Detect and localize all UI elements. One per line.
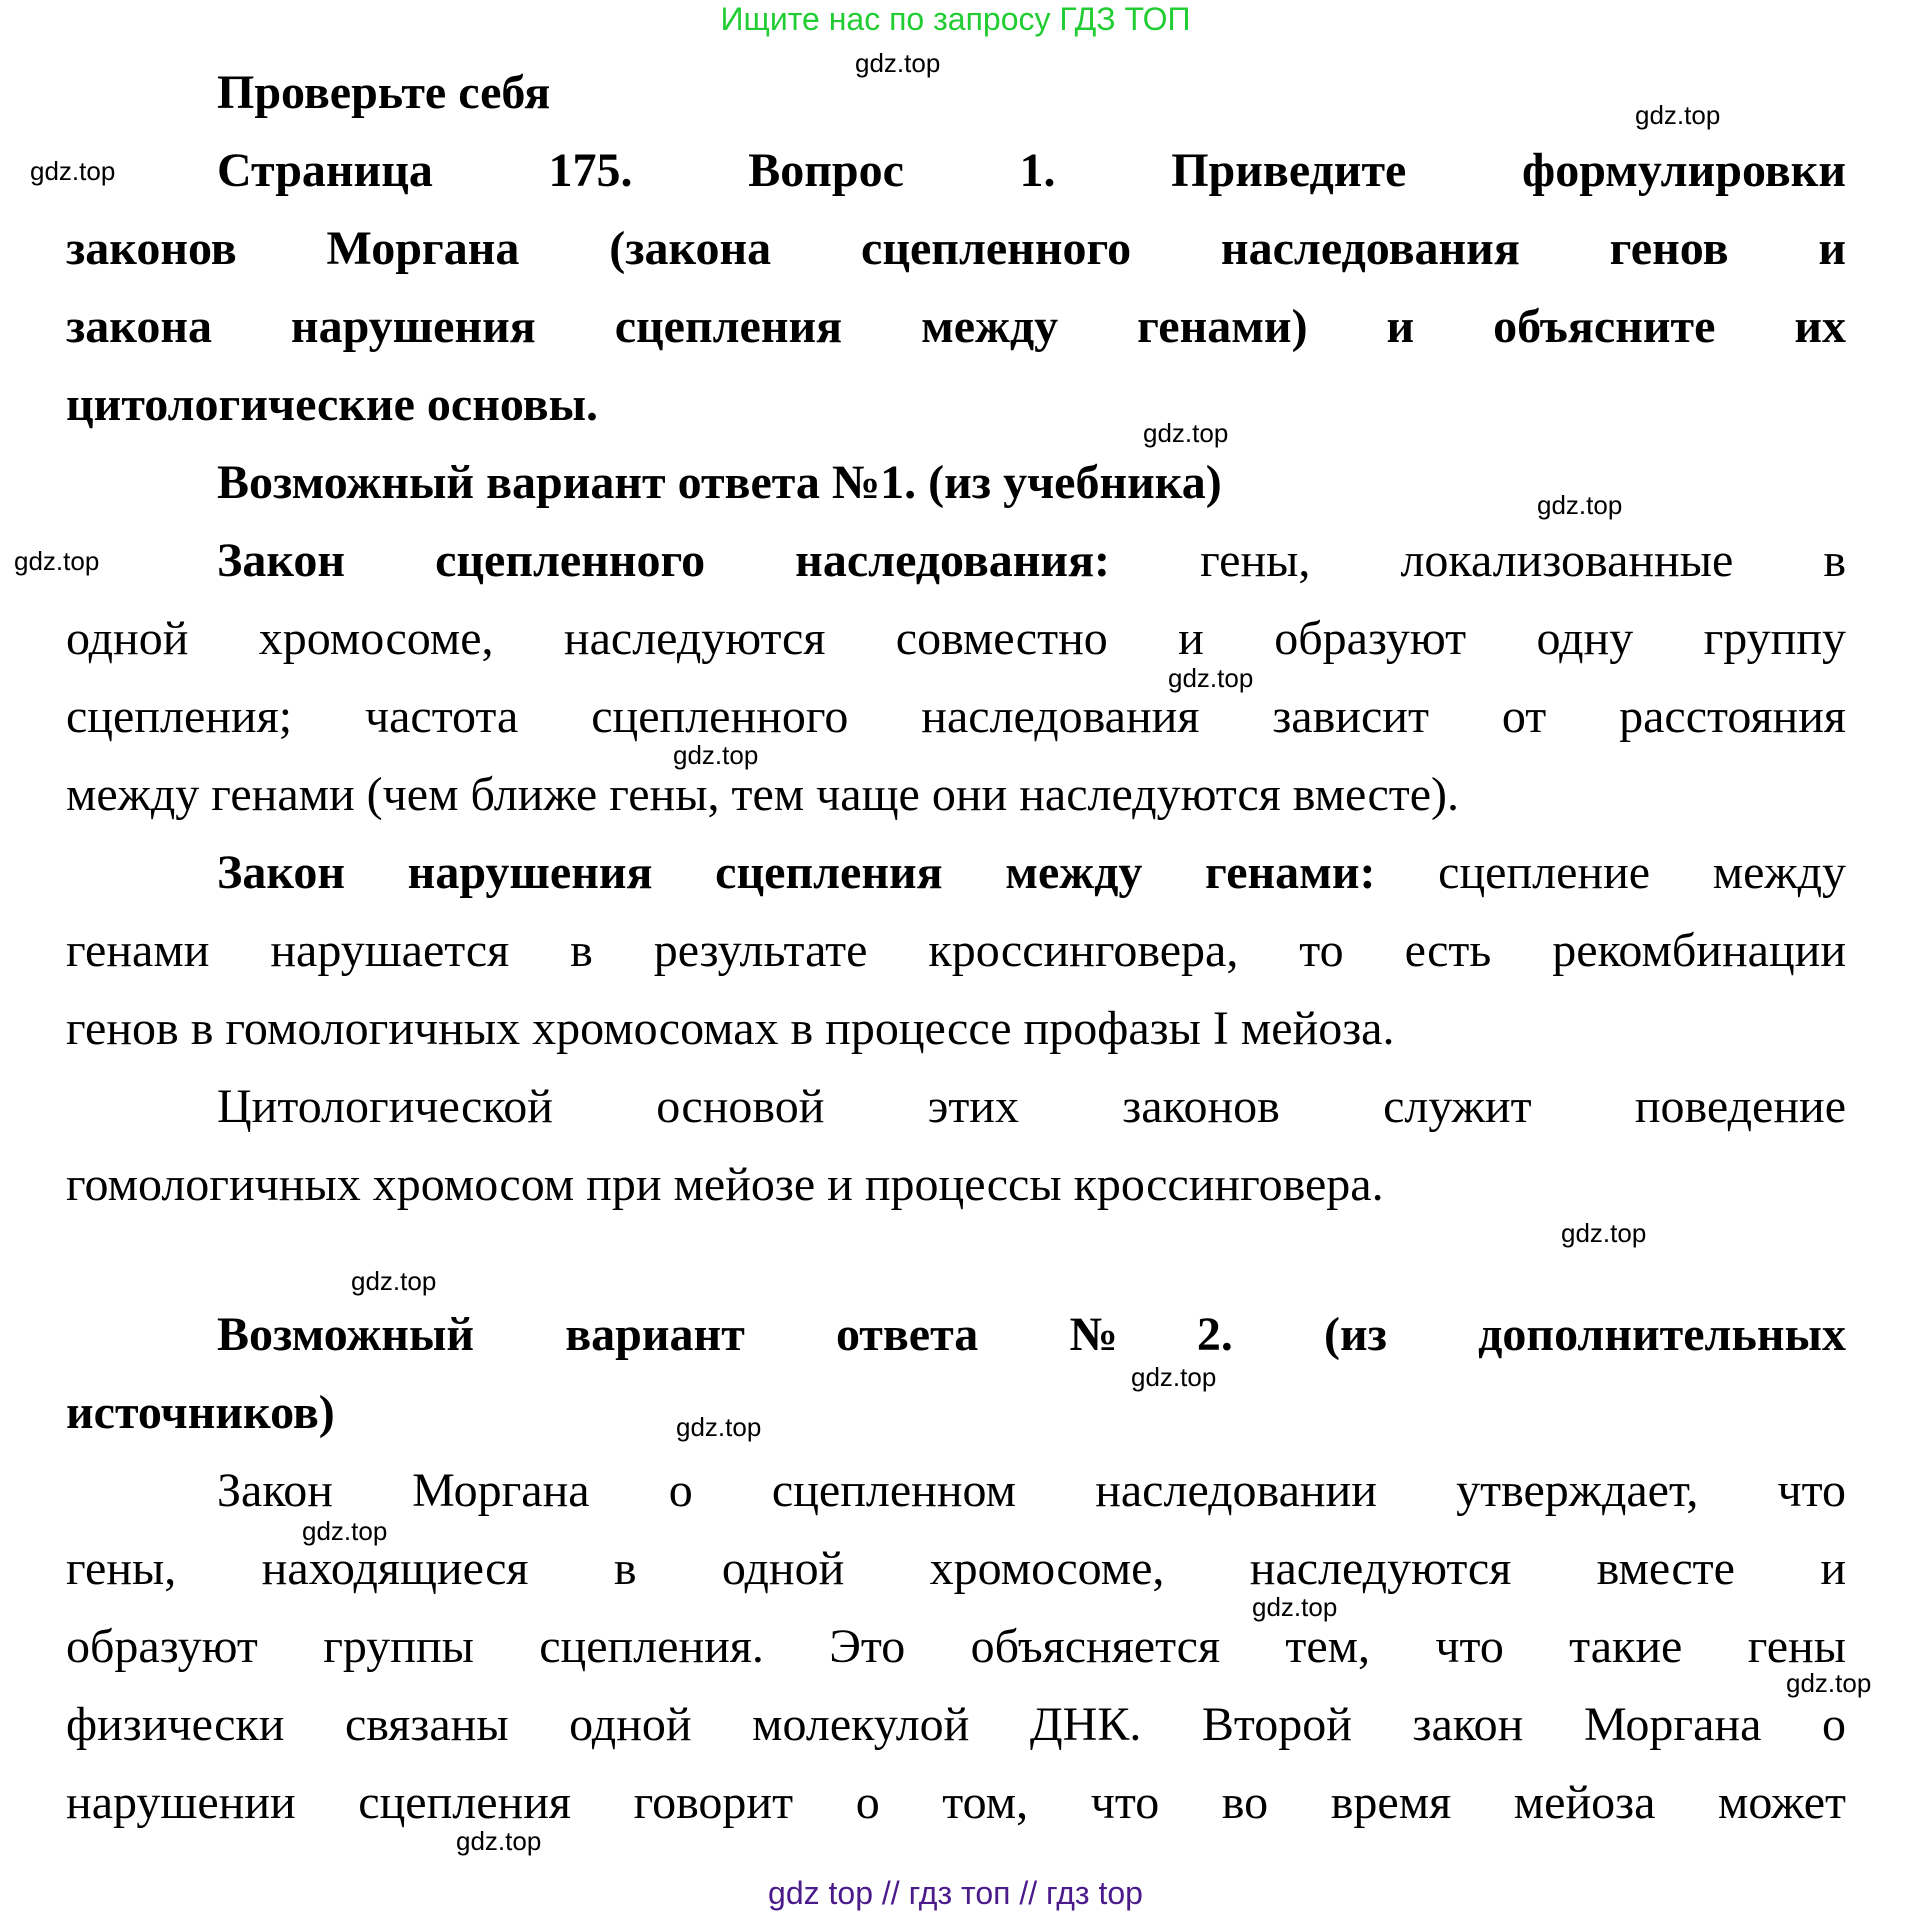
answer2-line: физически связаны одной молекулой ДНК. Второй закон Моргана о — [66, 1698, 1846, 1751]
law1-text: гены, локализованные в — [1200, 534, 1847, 587]
law2-first-line — [217, 844, 1846, 902]
answer2-first-line: Закон Моргана о сцепленном наследовании утверждает, что — [217, 1464, 1846, 1517]
law2-line: генами нарушается в результате кроссинговера, то есть рекомбинации — [66, 924, 1846, 977]
section-title: Проверьте себя — [217, 66, 551, 119]
answer2-title: Возможный вариант ответа №2. (из дополнительных — [217, 1308, 1846, 1361]
watermark: gdz.top — [351, 1266, 437, 1296]
watermark: gdz.top — [302, 1516, 388, 1546]
question-line: цитологические основы. — [66, 378, 599, 431]
watermark: gdz.top — [1252, 1592, 1338, 1622]
answer2-line: гены, находящиеся в одной хромосоме, наследуются вместе и — [66, 1542, 1846, 1595]
law1-line: между генами (чем ближе гены, тем чаще они наследуются вместе). — [66, 768, 1460, 821]
law1-line: одной хромосоме, наследуются совместно и образуют одну группу — [66, 612, 1846, 665]
watermark: gdz.top — [676, 1412, 762, 1442]
watermark: gdz.top — [456, 1826, 542, 1856]
footer-watermark: gdz top // гдз топ // гдз top — [768, 1875, 1143, 1911]
watermark: gdz.top — [1561, 1218, 1647, 1248]
search-banner: Ищите нас по запросу ГДЗ ТОП — [720, 1, 1191, 37]
watermark: gdz.top — [1786, 1668, 1872, 1698]
watermark: gdz.top — [1143, 418, 1229, 448]
answer2-line: образуют группы сцепления. Это объясняется тем, что такие гены — [66, 1620, 1846, 1673]
watermark: gdz.top — [855, 48, 941, 78]
law2-text: сцепление между — [1438, 846, 1847, 899]
question-line: закона нарушения сцепления между генами) и объясните их — [66, 300, 1846, 353]
watermark: gdz.top — [30, 156, 116, 186]
question-line: законов Моргана (закона сцепленного наследования генов и — [66, 222, 1846, 275]
law2-line: генов в гомологичных хромосомах в процессе профазы I мейоза. — [66, 1002, 1395, 1055]
watermark: gdz.top — [673, 740, 759, 770]
law1-label: Закон сцепленного наследования: — [217, 534, 1111, 587]
watermark: gdz.top — [1168, 663, 1254, 693]
answer2-line: нарушении сцепления говорит о том, что во время мейоза может — [66, 1776, 1846, 1829]
cyto-line: гомологичных хромосом при мейозе и процессы кроссинговера. — [66, 1158, 1384, 1211]
law1-first-line — [217, 532, 1846, 590]
cyto-first-line: Цитологической основой этих законов служит поведение — [217, 1080, 1846, 1133]
answer1-title: Возможный вариант ответа №1. (из учебника) — [217, 456, 1222, 509]
law2-label: Закон нарушения сцепления между генами: — [217, 846, 1376, 899]
answer2-title-cont: источников) — [66, 1386, 335, 1439]
watermark: gdz.top — [1131, 1362, 1217, 1392]
watermark: gdz.top — [14, 546, 100, 576]
question-line: Страница 175. Вопрос 1. Приведите формулировки — [217, 144, 1846, 197]
law1-line: сцепления; частота сцепленного наследования зависит от расстояния — [66, 690, 1846, 743]
watermark: gdz.top — [1537, 490, 1623, 520]
watermark: gdz.top — [1635, 100, 1721, 130]
